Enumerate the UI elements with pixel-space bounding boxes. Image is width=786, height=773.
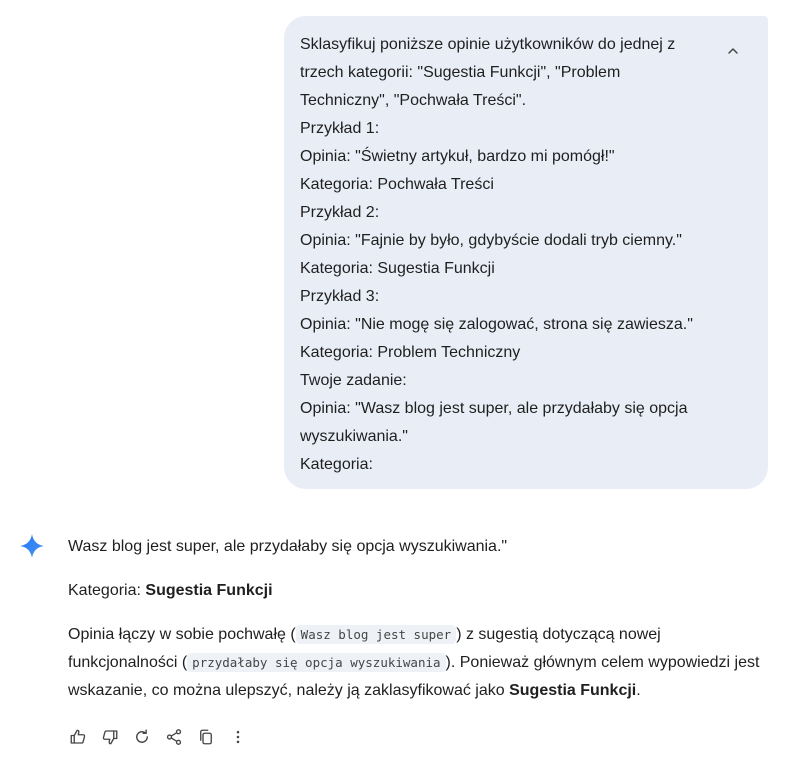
more-options-button[interactable]: [226, 725, 250, 749]
user-message-line: Przykład 1:: [300, 120, 380, 137]
user-message-line: Twoje zadanie:: [300, 372, 407, 389]
user-message-text: [300, 31, 698, 479]
thumb-up-icon: [69, 728, 87, 746]
user-message-line: Opinia: "Wasz blog jest super, ale przydałaby się opcja: [300, 400, 688, 417]
model-response: [68, 533, 773, 705]
user-message-bubble: [284, 16, 768, 489]
user-message-line: Kategoria: Sugestia Funkcji: [300, 260, 495, 277]
thumb-down-icon: [101, 728, 119, 746]
collapse-button[interactable]: [720, 38, 746, 64]
chevron-up-icon: [725, 43, 741, 59]
more-vert-icon: [229, 728, 247, 746]
user-message-line: Przykład 3:: [300, 288, 380, 305]
share-button[interactable]: [162, 725, 186, 749]
category-label: Kategoria:: [68, 582, 146, 599]
explanation-text-3: ). Ponieważ głównym celem wypowiedzi jest wskazanie, co można ulepszyć, należy ją zaklasyfikować jako: [68, 654, 760, 699]
user-message-line: Opinia: "Fajnie by było, gdybyście dodali tryb ciemny.": [300, 232, 682, 249]
response-actions: [66, 725, 258, 749]
explanation-text-2: ) z sugestią dotyczącą nowej funkcjonalności (: [68, 626, 661, 671]
copy-button[interactable]: [194, 725, 218, 749]
user-message-line: Przykład 2:: [300, 204, 380, 221]
user-message-line: trzech kategorii: "Sugestia Funkcji", "Problem: [300, 64, 621, 81]
user-message-line: Kategoria:: [300, 456, 373, 473]
explanation-text-1: Opinia łączy w sobie pochwałę (: [68, 626, 296, 643]
inline-code-suggestion: przydałaby się opcja wyszukiwania: [187, 653, 445, 672]
user-message-line: Opinia: "Świetny artykuł, bardzo mi pomógł!": [300, 148, 615, 165]
regenerate-icon: [133, 728, 151, 746]
user-message-line: Kategoria: Pochwała Treści: [300, 176, 494, 193]
response-paragraph-quote: Wasz blog jest super, ale przydałaby się opcja wyszukiwania.": [68, 538, 508, 555]
regenerate-button[interactable]: [130, 725, 154, 749]
user-message-line: Techniczny", "Pochwała Treści".: [300, 92, 527, 109]
response-paragraph-category: [68, 577, 773, 605]
explanation-text-4: .: [636, 682, 641, 699]
inline-code-praise: Wasz blog jest super: [296, 625, 457, 644]
gemini-sparkle-icon: [19, 533, 45, 559]
category-value: Sugestia Funkcji: [145, 582, 273, 599]
response-paragraph-explanation: [68, 621, 773, 705]
user-message-line: Sklasyfikuj poniższe opinie użytkowników do jednej z: [300, 36, 676, 53]
explanation-category-bold: Sugestia Funkcji: [509, 682, 637, 699]
share-icon: [165, 728, 183, 746]
thumb-up-button[interactable]: [66, 725, 90, 749]
user-message-line: Kategoria: Problem Techniczny: [300, 344, 521, 361]
copy-icon: [197, 728, 215, 746]
user-message-line: Opinia: "Nie mogę się zalogować, strona się zawiesza.": [300, 316, 693, 333]
thumb-down-button[interactable]: [98, 725, 122, 749]
user-message-line: wyszukiwania.": [300, 428, 408, 445]
